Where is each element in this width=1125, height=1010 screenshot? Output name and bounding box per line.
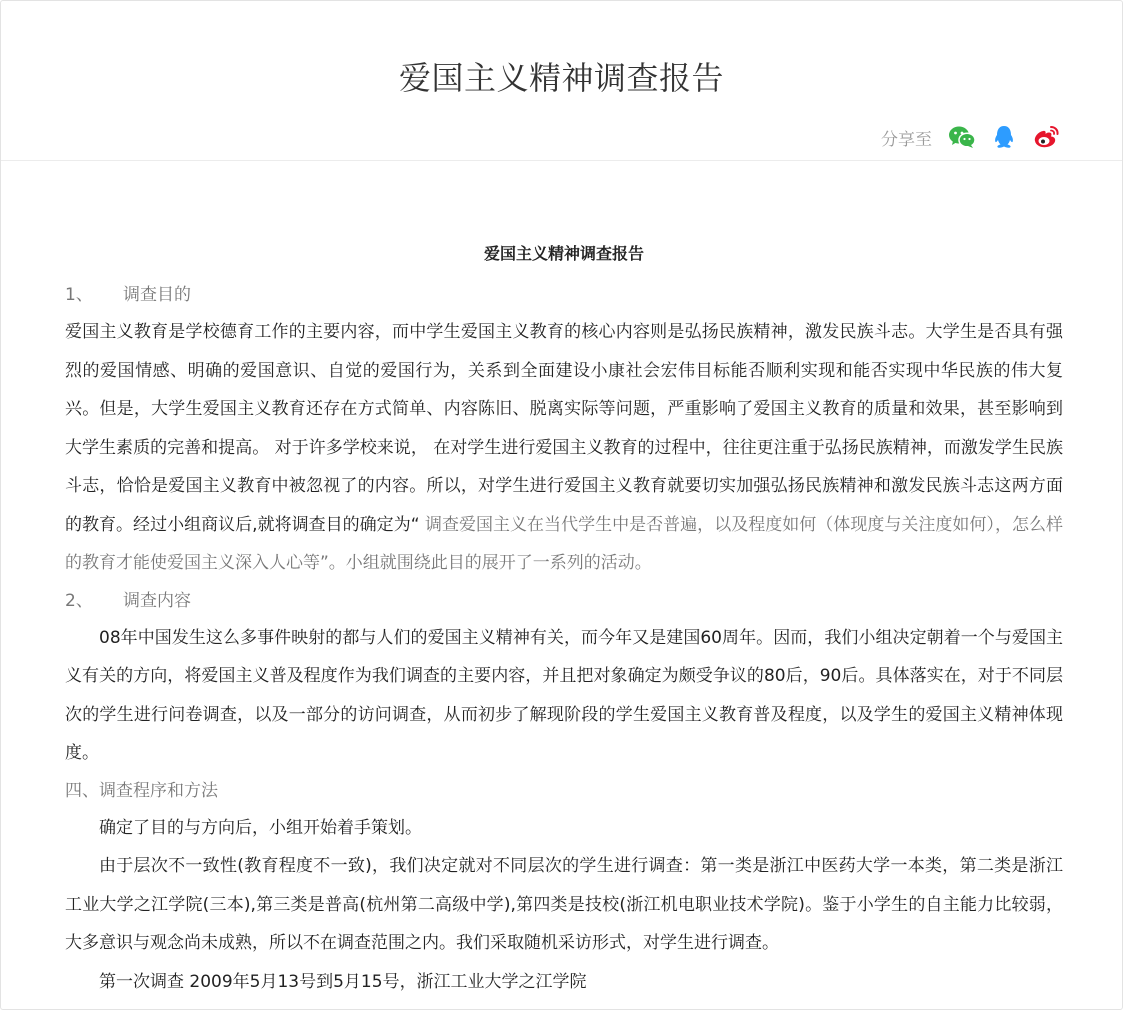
- paragraph-quote-text: 调查爱国主义在当代学生中是否普遍，以及程度如何（体现度与关注度如何），怎么样的教育才能使爱国主义深入人心等”。小组就围绕此目的展开了一系列的活动。: [65, 514, 1063, 573]
- paragraph-text: 爱国主义教育是学校德育工作的主要内容，而中学生爱国主义教育的核心内容则是弘扬民族精神，激发民族斗志。大学生是否具有强烈的爱国情感、明确的爱国意识、自觉的爱国行为，关系到全面建设小康社会宏伟目标能否顺利实现和能否实现中华民族的伟大复兴。但是，大学生爱国主义教育还存在方式简单、内容陈旧、脱离实际等问题，严重影响了爱国主义教育的质量和效果，甚至影响到大学生素质的完善和提高。 对于许多学校来说， 在对学生进行爱国主义教育的过程中，往往更注重于弘扬民族精神，而激发学生民族斗志，恰恰是爱国主义教育中被忽视了的内容。所以，对学生进行爱国主义教育就要切实加强弘扬民族精神和激发民族斗志这两方面的教育。经过小组商议后,就将调查目的确定为“: [65, 322, 1063, 535]
- article-header: [1, 1, 1122, 161]
- share-label: 分享至: [881, 129, 932, 150]
- section-title: 调查目的: [123, 285, 191, 305]
- qq-icon[interactable]: [990, 124, 1018, 150]
- section-number: 1、: [65, 285, 93, 305]
- page-title: 爱国主义精神调查报告: [398, 59, 724, 97]
- section-heading-procedure: 四、调查程序和方法: [65, 780, 218, 801]
- paragraph-purpose: [65, 313, 1063, 583]
- weibo-icon[interactable]: [1032, 124, 1060, 150]
- document-title: 爱国主义精神调查报告: [483, 244, 644, 263]
- paragraph-first-survey: 第一次调查 2009年5月13号到5月15号，浙江工业大学之江学院: [99, 971, 587, 992]
- paragraph-method: 由于层次不一致性(教育程度不一致)，我们决定就对不同层次的学生进行调查：第一类是浙江中医药大学一本类，第二类是浙江工业大学之江学院(三本),第三类是普高(杭州第二高级中学),第四类是技校(浙江机电职业技术学院)。鉴于小学生的自主能力比较弱，大多意识与观念尚未成熟，所以不在调查范围之内。我们采取随机采访形式，对学生进行调查。: [65, 856, 1063, 953]
- paragraph-content: 08年中国发生这么多事件映射的都与人们的爱国主义精神有关，而今年又是建国60周年。因而，我们小组决定朝着一个与爱国主义有关的方向，将爱国主义普及程度作为我们调查的主要内容，并且把对象确定为颇受争议的80后，90后。具体落实在，对于不同层次的学生进行问卷调查，以及一部分的访问调查，从而初步了解现阶段的学生爱国主义教育普及程度，以及学生的爱国主义精神体现度。: [65, 627, 1063, 763]
- share-bar: [881, 123, 1060, 151]
- section-number: 2、: [65, 590, 93, 611]
- paragraph-planning: 确定了目的与方向后，小组开始着手策划。: [99, 817, 422, 838]
- wechat-icon[interactable]: [948, 124, 976, 150]
- article-body: [65, 241, 1063, 1001]
- section-heading-purpose: [65, 277, 1063, 313]
- section-heading-content: [65, 583, 1063, 619]
- section-title: 调查内容: [123, 590, 191, 611]
